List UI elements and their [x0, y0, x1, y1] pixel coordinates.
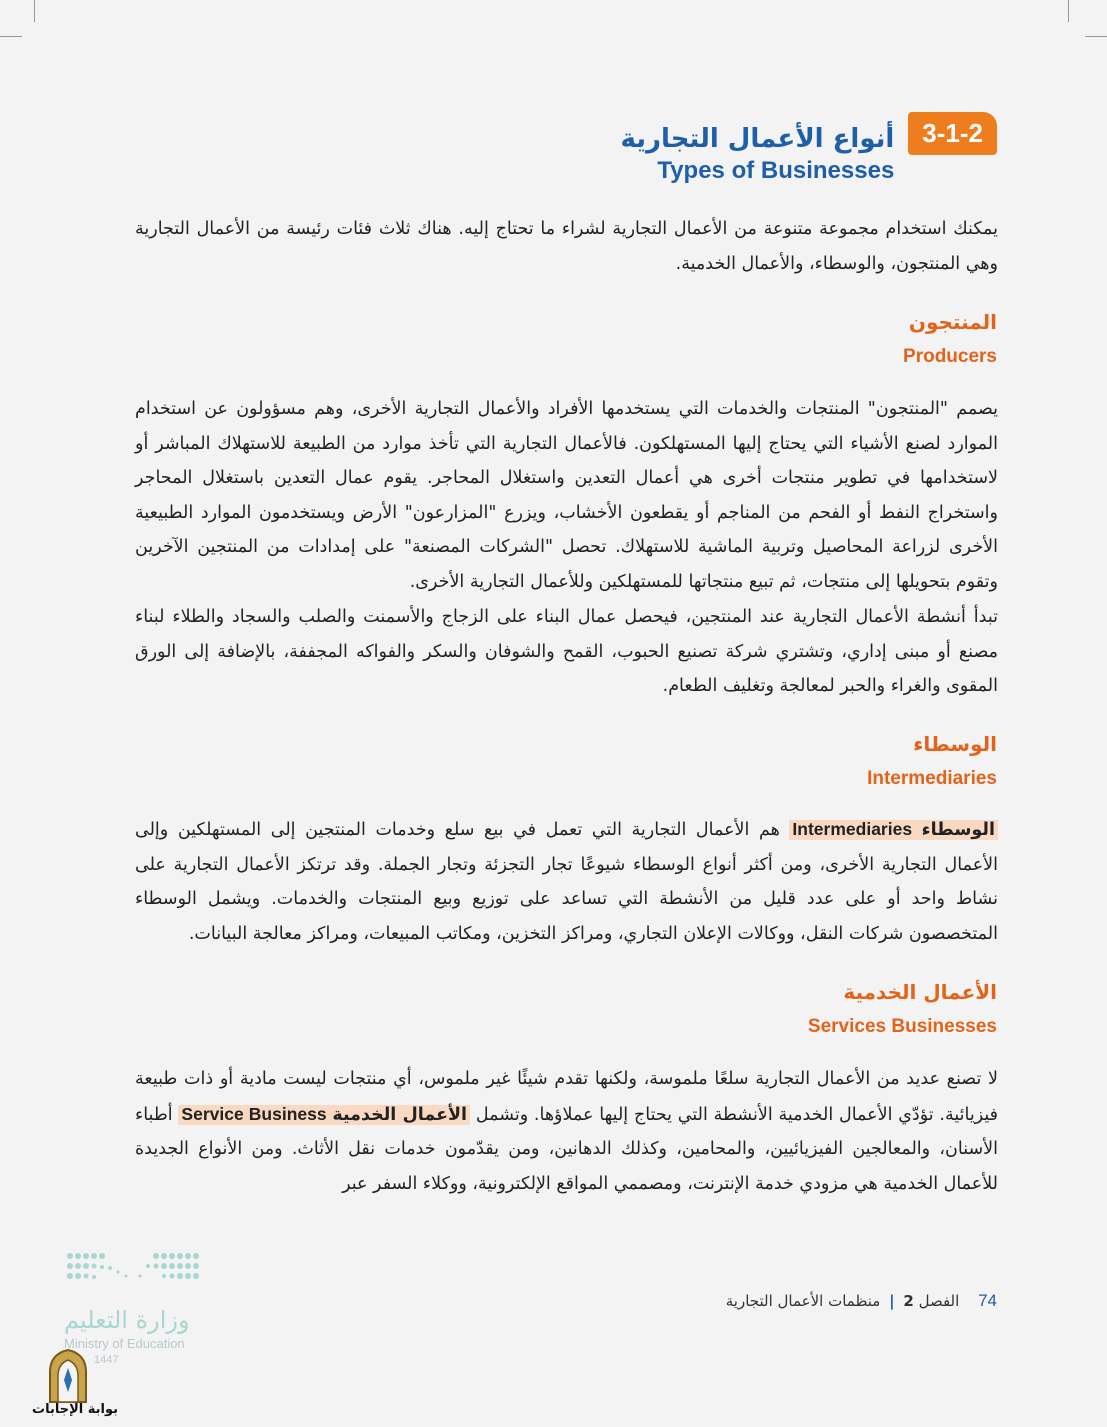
intermediaries-heading-ar: الوسطاء	[913, 732, 997, 756]
section-title-ar: أنواع الأعمال التجارية	[620, 124, 895, 154]
key-term-en: Intermediaries	[792, 819, 913, 839]
intermediaries-paragraph	[135, 812, 998, 951]
footer-separator: |	[889, 1292, 895, 1310]
intermediaries-text: هم الأعمال التجارية التي تعمل في بيع سلع وخدمات المنتجين إلى المستهلكين وإلى الأعمال التجارية الأخرى، ومن أكثر أنواع الوسطاء شيوعًا تجار التجزئة وتجار الجملة. وقد ترتكز الأعمال التجارية على نشاط واحد أو على عدد قليل من الأنشطة التي تساعد على توزيع وبيع المنتجات والخدمات. ويشمل الوسطاء المتخصصون شركات النقل، ووكالات الإعلان التجاري، ومراكز التخزين، ومكاتب المبيعات، ومراكز معالجة البيانات.	[135, 820, 998, 944]
producers-paragraph-2: تبدأ أنشطة الأعمال التجارية عند المنتجين، فيحصل عمال البناء على الزجاج والأسمنت والصلب والسجاد والطلاء لبناء مصنع أو مبنى إداري، وتشتري شركة تصنيع الحبوب، القمح والشوفان والسكر والفواكه المجففة، بالإضافة إلى الورق المقوى والغراء والحبر لمعالجة وتغليف الطعام.	[135, 607, 998, 697]
key-term-ar: الوسطاء	[921, 820, 995, 840]
ministry-logo-dots-icon	[64, 1250, 200, 1290]
section-titles	[620, 112, 894, 186]
key-term-intermediaries	[789, 820, 998, 840]
chapter-title: منظمات الأعمال التجارية	[725, 1292, 881, 1310]
page-number: 74	[978, 1291, 997, 1310]
key-term-en: Service Business	[181, 1103, 327, 1124]
producers-heading-ar: المنتجون	[908, 310, 997, 334]
services-text-before: لا تصنع عديد من الأعمال التجارية سلعًا ملموسة، ولكنها تقدم شيئًا غير ملموس، أي منتجات ليست مادية أو ذات طبيعة فيزيائية. تؤدّي الأعمال الخدمية الأنشطة التي يحتاج إليها عملاؤها. وتشمل	[135, 1069, 998, 1125]
key-term-ar: الأعمال الخدمية	[332, 1104, 468, 1125]
intro-paragraph: يمكنك استخدام مجموعة متنوعة من الأعمال التجارية لشراء ما تحتاج إليه. هناك ثلاث فئات رئيسة من الأعمال التجارية وهي المنتجون، والوسطاء، والأعمال الخدمية.	[135, 219, 998, 274]
section-number-badge: 3-1-2	[908, 112, 997, 155]
watermark-label: بوابة الإجابات	[32, 1402, 118, 1417]
services-heading-en: Services Businesses	[807, 1016, 997, 1037]
services-paragraph	[135, 1062, 998, 1201]
ministry-name-en: Ministry of Education	[64, 1336, 185, 1351]
section-title-en: Types of Businesses	[657, 157, 895, 184]
services-text-after: أطباء الأسنان، والمعالجين الفيزيائيين، والمحامين، وكذلك الدهانين، ومن يقدّمون خدمات نقل الأثاث. ومن الأنواع الجديدة للأعمال الخدمية هي مزودي خدمة الإنترنت، ومصممي المواقع الإلكترونية، ووكلاء السفر عبر	[135, 1104, 998, 1194]
section-header	[620, 112, 997, 186]
chapter-number: 2	[903, 1292, 914, 1310]
ministry-year: 1447	[94, 1354, 119, 1366]
chapter-label: الفصل	[918, 1292, 960, 1310]
page-footer	[726, 1291, 997, 1311]
ministry-name-ar: وزارة التعليم	[64, 1306, 190, 1334]
producers-heading-en: Producers	[903, 346, 997, 367]
services-heading-ar: الأعمال الخدمية	[843, 980, 997, 1004]
mosque-watermark-icon	[44, 1346, 92, 1404]
intermediaries-heading-en: Intermediaries	[867, 768, 997, 789]
producers-paragraph-1: يصمم "المنتجون" المنتجات والخدمات التي يستخدمها الأفراد والأعمال التجارية الأخرى، وهم مسؤولون عن استخدام الموارد لصنع الأشياء التي يحتاج إليها المستهلكون. فالأعمال التجارية التي تأخذ موارد من الطبيعة للاستهلاك المباشر أو لاستخدامها في تطوير منتجات أخرى هي أعمال التعدين واستغلال المحاجر. يقوم عمال التعدين باستغلال المحاجر واستخراج النفط أو الفحم من المناجم أو يقطعون الأخشاب، ويزرع "المزارعون" الأرض ويستخدمون الموارد الطبيعية الأخرى لزراعة المحاصيل وتربية الماشية للاستهلاك. تحصل "الشركات المصنعة" على إمدادات من المنتجين الآخرين وتقوم بتحويلها إلى منتجات، ثم تبيع منتجاتها للمستهلكين وللأعمال التجارية الأخرى.	[135, 399, 998, 592]
key-term-service-business	[178, 1105, 470, 1125]
